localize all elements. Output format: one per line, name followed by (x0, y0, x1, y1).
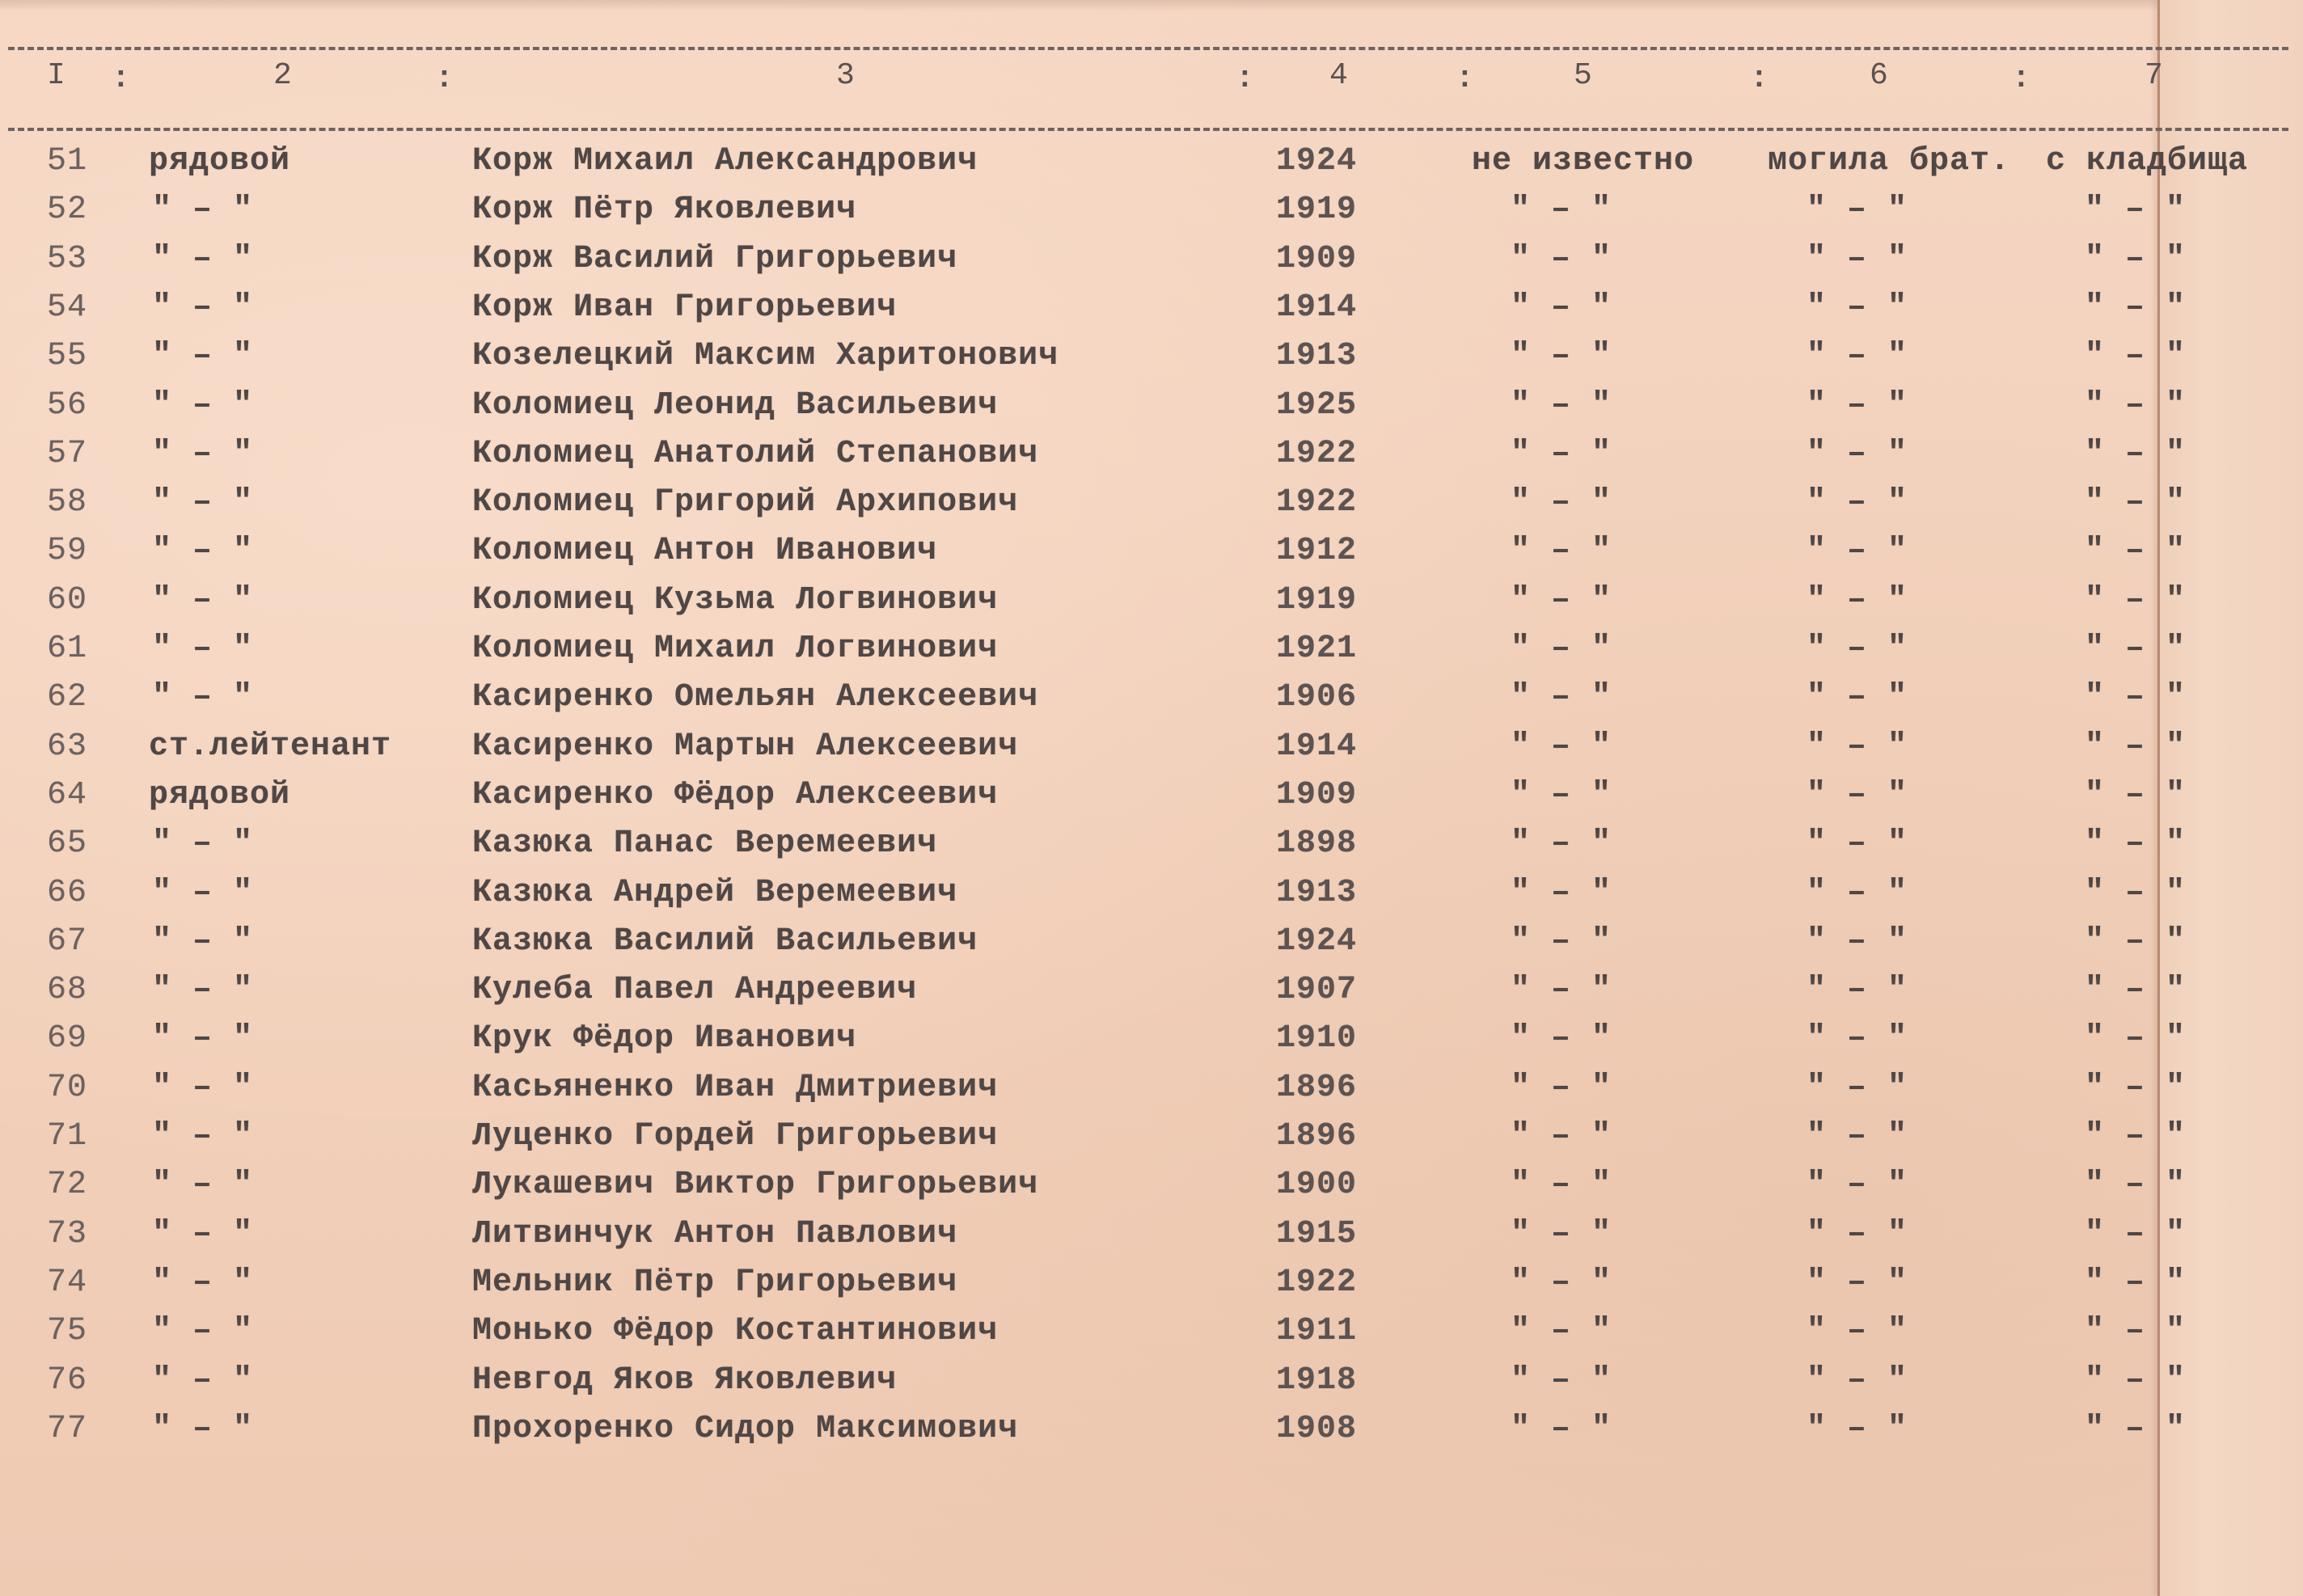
full-name-cell: Козелецкий Максим Харитонович (472, 338, 1059, 375)
table-row (0, 771, 2303, 820)
column-header-7: 7 (2145, 58, 2165, 93)
reburial-cell: " – " (2085, 338, 2187, 375)
row-number: 69 (47, 1020, 88, 1058)
column-separator: : (112, 61, 130, 96)
row-number: 57 (47, 435, 88, 472)
burial-cell: " – " (1806, 1410, 1908, 1447)
rank-cell: " – " (152, 972, 254, 1009)
burial-cell: " – " (1806, 435, 1908, 472)
burial-cell: " – " (1806, 1069, 1908, 1106)
burial-cell: " – " (1806, 728, 1908, 765)
birth-year-cell: 1911 (1276, 1313, 1358, 1350)
table-row (0, 576, 2303, 625)
birth-year-cell: 1909 (1276, 776, 1358, 813)
burial-cell: " – " (1806, 338, 1908, 375)
full-name-cell: Казюка Панас Веремеевич (472, 825, 938, 863)
rank-cell: " – " (152, 1313, 254, 1350)
fate-cell: " – " (1511, 1410, 1612, 1447)
rank-cell: " – " (152, 1215, 254, 1252)
row-number: 55 (47, 338, 88, 375)
rank-cell: " – " (152, 240, 254, 277)
fate-cell: " – " (1511, 1118, 1612, 1155)
full-name-cell: Казюка Василий Васильевич (472, 923, 978, 960)
birth-year-cell: 1922 (1276, 484, 1358, 521)
birth-year-cell: 1910 (1276, 1020, 1358, 1058)
reburial-cell: " – " (2085, 435, 2187, 472)
table-row (0, 1210, 2303, 1259)
rank-cell: " – " (152, 631, 254, 667)
row-number: 54 (47, 289, 88, 326)
burial-cell: " – " (1806, 240, 1908, 277)
row-number: 63 (47, 728, 88, 765)
birth-year-cell: 1898 (1276, 825, 1358, 863)
burial-cell: " – " (1806, 1118, 1908, 1155)
fate-cell: " – " (1511, 728, 1612, 765)
reburial-cell: " – " (2085, 728, 2187, 765)
table-row (0, 820, 2303, 868)
table-row (0, 235, 2303, 284)
rank-cell: " – " (152, 874, 254, 911)
birth-year-cell: 1914 (1276, 289, 1358, 326)
row-number: 77 (47, 1410, 88, 1447)
rank-cell: " – " (152, 192, 254, 229)
burial-cell: " – " (1806, 1313, 1908, 1350)
burial-cell: " – " (1806, 1264, 1908, 1301)
row-number: 61 (47, 631, 88, 667)
table-row (0, 918, 2303, 966)
burial-cell: " – " (1806, 631, 1908, 667)
birth-year-cell: 1921 (1276, 631, 1358, 667)
reburial-cell: " – " (2085, 825, 2187, 863)
rank-cell: " – " (152, 435, 254, 472)
birth-year-cell: 1924 (1276, 143, 1358, 179)
rank-cell: рядовой (149, 143, 291, 179)
table-row (0, 869, 2303, 918)
table-row (0, 1161, 2303, 1210)
row-number: 62 (47, 679, 88, 716)
rank-cell: " – " (152, 289, 254, 326)
full-name-cell: Корж Иван Григорьевич (472, 289, 898, 326)
burial-cell: " – " (1806, 1020, 1908, 1058)
full-name-cell: Коломиец Михаил Логвинович (472, 631, 999, 667)
table-row (0, 625, 2303, 673)
row-number: 72 (47, 1167, 88, 1204)
full-name-cell: Касиренко Мартын Алексеевич (472, 728, 1019, 765)
burial-cell: " – " (1806, 581, 1908, 619)
full-name-cell: Коломиец Кузьма Логвинович (472, 581, 999, 619)
birth-year-cell: 1914 (1276, 728, 1358, 765)
row-number: 75 (47, 1313, 88, 1350)
birth-year-cell: 1924 (1276, 923, 1358, 960)
table-row (0, 1064, 2303, 1113)
birth-year-cell: 1896 (1276, 1069, 1358, 1106)
fate-cell: " – " (1511, 338, 1612, 375)
birth-year-cell: 1913 (1276, 874, 1358, 911)
rank-cell: " – " (152, 825, 254, 863)
column-separator: : (1236, 61, 1254, 96)
birth-year-cell: 1900 (1276, 1167, 1358, 1204)
fate-cell: " – " (1511, 631, 1612, 667)
birth-year-cell: 1919 (1276, 581, 1358, 619)
fate-cell: " – " (1511, 1069, 1612, 1106)
birth-year-cell: 1896 (1276, 1118, 1358, 1155)
table-row (0, 1307, 2303, 1356)
row-number: 65 (47, 825, 88, 863)
rank-cell: " – " (152, 1264, 254, 1301)
birth-year-cell: 1908 (1276, 1410, 1358, 1447)
fate-cell: " – " (1511, 923, 1612, 960)
reburial-cell: " – " (2085, 533, 2187, 570)
row-number: 58 (47, 484, 88, 521)
fate-cell: " – " (1511, 776, 1612, 813)
rank-cell: " – " (152, 1118, 254, 1155)
row-number: 76 (47, 1362, 88, 1399)
column-separator: : (2012, 61, 2030, 96)
reburial-cell: " – " (2085, 1410, 2187, 1447)
row-number: 67 (47, 923, 88, 960)
table-row (0, 284, 2303, 332)
rank-cell: " – " (152, 1069, 254, 1106)
table-row (0, 723, 2303, 771)
birth-year-cell: 1925 (1276, 386, 1358, 424)
column-separator: : (1456, 61, 1474, 96)
birth-year-cell: 1909 (1276, 240, 1358, 277)
column-separator: : (1750, 61, 1768, 96)
table-row (0, 186, 2303, 234)
reburial-cell: " – " (2085, 923, 2187, 960)
rank-cell: " – " (152, 484, 254, 521)
reburial-cell: " – " (2085, 240, 2187, 277)
full-name-cell: Крук Фёдор Иванович (472, 1020, 857, 1058)
burial-cell: " – " (1806, 386, 1908, 424)
rank-cell: " – " (152, 338, 254, 375)
reburial-cell: " – " (2085, 1069, 2187, 1106)
column-separator: : (435, 61, 454, 96)
birth-year-cell: 1912 (1276, 533, 1358, 570)
rank-cell: " – " (152, 1362, 254, 1399)
burial-cell: " – " (1806, 1167, 1908, 1204)
fate-cell: " – " (1511, 1362, 1612, 1399)
burial-cell: " – " (1806, 1215, 1908, 1252)
row-number: 73 (47, 1215, 88, 1252)
birth-year-cell: 1922 (1276, 435, 1358, 472)
fate-cell: " – " (1511, 972, 1612, 1009)
fate-cell: " – " (1511, 1020, 1612, 1058)
row-number: 66 (47, 874, 88, 911)
reburial-cell: " – " (2085, 1020, 2187, 1058)
reburial-cell: " – " (2085, 289, 2187, 326)
burial-cell: " – " (1806, 679, 1908, 716)
fate-cell: " – " (1511, 484, 1612, 521)
rank-cell: " – " (152, 533, 254, 570)
header-bottom-rule (8, 128, 2288, 131)
reburial-cell: " – " (2085, 581, 2187, 619)
row-number: 70 (47, 1069, 88, 1106)
full-name-cell: Мельник Пётр Григорьевич (472, 1264, 958, 1301)
full-name-cell: Коломиец Григорий Архипович (472, 484, 1019, 521)
birth-year-cell: 1918 (1276, 1362, 1358, 1399)
full-name-cell: Коломиец Антон Иванович (472, 533, 938, 570)
fate-cell: " – " (1511, 581, 1612, 619)
header-top-rule (8, 47, 2288, 50)
fate-cell: " – " (1511, 1215, 1612, 1252)
table-row (0, 382, 2303, 430)
fate-cell: " – " (1511, 1264, 1612, 1301)
fate-cell: " – " (1511, 289, 1612, 326)
burial-cell: " – " (1806, 192, 1908, 229)
column-header-3: 3 (836, 58, 856, 93)
table-row (0, 1357, 2303, 1405)
reburial-cell: " – " (2085, 1264, 2187, 1301)
full-name-cell: Кулеба Павел Андреевич (472, 972, 918, 1009)
fate-cell: " – " (1511, 679, 1612, 716)
row-number: 71 (47, 1118, 88, 1155)
row-number: 59 (47, 533, 88, 570)
reburial-cell: " – " (2085, 776, 2187, 813)
burial-cell: " – " (1806, 1362, 1908, 1399)
full-name-cell: Лукашевич Виктор Григорьевич (472, 1167, 1039, 1204)
fate-cell: " – " (1511, 435, 1612, 472)
fate-cell: " – " (1511, 1167, 1612, 1204)
rank-cell: " – " (152, 679, 254, 716)
reburial-cell: " – " (2085, 484, 2187, 521)
reburial-cell: с кладбища (2046, 143, 2249, 179)
column-header-1: I (47, 58, 67, 93)
reburial-cell: " – " (2085, 1313, 2187, 1350)
burial-cell: " – " (1806, 289, 1908, 326)
burial-cell: " – " (1806, 533, 1908, 570)
table-row (0, 1405, 2303, 1454)
reburial-cell: " – " (2085, 386, 2187, 424)
table-row (0, 479, 2303, 527)
fate-cell: не известно (1472, 143, 1695, 179)
rank-cell: " – " (152, 923, 254, 960)
full-name-cell: Касьяненко Иван Дмитриевич (472, 1069, 999, 1106)
fate-cell: " – " (1511, 533, 1612, 570)
full-name-cell: Касиренко Фёдор Алексеевич (472, 776, 999, 813)
row-number: 52 (47, 192, 88, 229)
burial-cell: могила брат. (1768, 143, 2011, 179)
rank-cell: ст.лейтенант (149, 728, 392, 765)
burial-cell: " – " (1806, 923, 1908, 960)
fate-cell: " – " (1511, 240, 1612, 277)
birth-year-cell: 1907 (1276, 972, 1358, 1009)
paper-top-edge (0, 0, 2303, 11)
table-row (0, 332, 2303, 381)
burial-cell: " – " (1806, 825, 1908, 863)
row-number: 64 (47, 776, 88, 813)
full-name-cell: Луценко Гордей Григорьевич (472, 1118, 999, 1155)
reburial-cell: " – " (2085, 972, 2187, 1009)
burial-cell: " – " (1806, 484, 1908, 521)
row-number: 74 (47, 1264, 88, 1301)
table-row (0, 527, 2303, 576)
rank-cell: " – " (152, 581, 254, 619)
birth-year-cell: 1922 (1276, 1264, 1358, 1301)
fate-cell: " – " (1511, 386, 1612, 424)
reburial-cell: " – " (2085, 1167, 2187, 1204)
full-name-cell: Корж Василий Григорьевич (472, 240, 958, 277)
reburial-cell: " – " (2085, 1118, 2187, 1155)
birth-year-cell: 1919 (1276, 192, 1358, 229)
column-header-6: 6 (1870, 58, 1890, 93)
rank-cell: рядовой (149, 776, 291, 813)
full-name-cell: Корж Михаил Александрович (472, 143, 978, 179)
full-name-cell: Коломиец Леонид Васильевич (472, 386, 999, 424)
birth-year-cell: 1915 (1276, 1215, 1358, 1252)
table-row (0, 430, 2303, 479)
full-name-cell: Литвинчук Антон Павлович (472, 1215, 958, 1252)
row-number: 60 (47, 581, 88, 619)
row-number: 53 (47, 240, 88, 277)
fate-cell: " – " (1511, 192, 1612, 229)
row-number: 51 (47, 143, 88, 179)
rank-cell: " – " (152, 1020, 254, 1058)
full-name-cell: Невгод Яков Яковлевич (472, 1362, 898, 1399)
burial-cell: " – " (1806, 874, 1908, 911)
fate-cell: " – " (1511, 874, 1612, 911)
row-number: 56 (47, 386, 88, 424)
birth-year-cell: 1913 (1276, 338, 1358, 375)
burial-cell: " – " (1806, 776, 1908, 813)
rank-cell: " – " (152, 1410, 254, 1447)
full-name-cell: Корж Пётр Яковлевич (472, 192, 857, 229)
table-row (0, 673, 2303, 722)
rank-cell: " – " (152, 386, 254, 424)
table-row (0, 137, 2303, 186)
column-header-2: 2 (273, 58, 294, 93)
table-row (0, 966, 2303, 1015)
rank-cell: " – " (152, 1167, 254, 1204)
full-name-cell: Казюка Андрей Веремеевич (472, 874, 958, 911)
reburial-cell: " – " (2085, 192, 2187, 229)
full-name-cell: Прохоренко Сидор Максимович (472, 1410, 1019, 1447)
column-header-4: 4 (1329, 58, 1350, 93)
reburial-cell: " – " (2085, 631, 2187, 667)
row-number: 68 (47, 972, 88, 1009)
birth-year-cell: 1906 (1276, 679, 1358, 716)
table-row (0, 1113, 2303, 1161)
burial-cell: " – " (1806, 972, 1908, 1009)
fate-cell: " – " (1511, 825, 1612, 863)
reburial-cell: " – " (2085, 874, 2187, 911)
table-row (0, 1259, 2303, 1307)
reburial-cell: " – " (2085, 1215, 2187, 1252)
table-row (0, 1015, 2303, 1063)
reburial-cell: " – " (2085, 679, 2187, 716)
reburial-cell: " – " (2085, 1362, 2187, 1399)
column-header-5: 5 (1574, 58, 1594, 93)
full-name-cell: Монько Фёдор Костантинович (472, 1313, 999, 1350)
full-name-cell: Коломиец Анатолий Степанович (472, 435, 1039, 472)
fate-cell: " – " (1511, 1313, 1612, 1350)
full-name-cell: Касиренко Омельян Алексеевич (472, 679, 1039, 716)
